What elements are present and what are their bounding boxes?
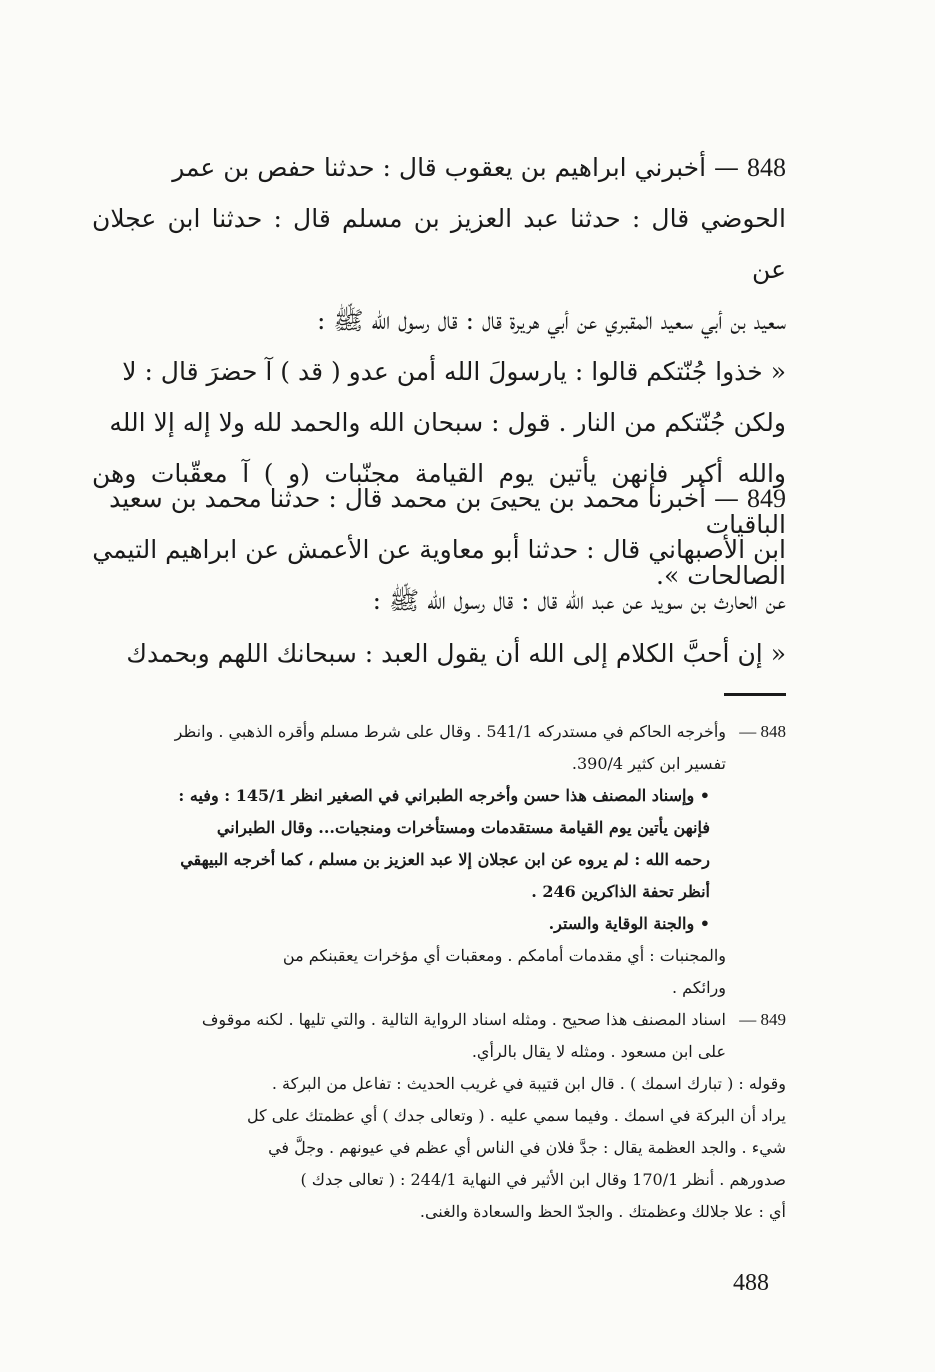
footnote-line: • وإسناد المصنف هذا حسن وأخرجه الطبراني في الصغير انظر 145/1 : وفيه : (178, 786, 710, 805)
hadith-dash: — (714, 484, 740, 513)
footnote-divider (724, 693, 786, 696)
footnote-label: 848 — (739, 722, 786, 741)
hadith-848-line-3: سعيد بن أبي سعيد المقبري عن أبي هريرة قال : قال رسول الله ﷺ : (317, 306, 786, 335)
page-number: 488 (733, 1270, 769, 1296)
footnote-line: يراد أن البركة في اسمك . وفيما سمي عليه . ( وتعالى جدك ) أي عظمتك على كل (246, 1106, 786, 1125)
hadith-848-line-4: « خذوا جُنّتكم قالوا : يارسولَ الله أمن عدو ( قد ) آ حضرَ قال : لا (122, 357, 786, 386)
footnote-line: وأخرجه الحاكم في مستدركه 541/1 . وقال على شرط مسلم وأقره الذهبي . وانظر (174, 722, 726, 741)
footnote-line: أي : علا جلالك وعظمتك . والجدّ الحظ والسعادة والغنى. (419, 1202, 786, 1221)
footnote-line: شيء . والجد العظمة يقال : جدَّ فلان في الناس أي عظم في عيونهم . وجلَّ في (268, 1138, 786, 1157)
footnote-line: رحمه الله : لم يروه عن ابن عجلان إلا عبد العزيز بن مسلم ، كما أخرجه البيهقي (180, 850, 710, 869)
hadith-848-line-6: والله أكبر فإنهن يأتين يوم القيامة مجنّبات (و ) آ معقّبات وهن الباقيات (92, 459, 786, 539)
footnote-line: على ابن مسعود . ومثله لا يقال بالرأي. (471, 1042, 726, 1061)
hadith-number: 849 (747, 484, 786, 513)
hadith-number: 848 (747, 153, 786, 182)
footnote-line: والمجنبات : أي مقدمات أمامكم . ومعقبات أي مؤخرات يعقبنكم من (282, 946, 726, 965)
hadith-848-line-1: 848 — أخبرني ابراهيم بن يعقوب قال : حدثنا حفص بن عمر (172, 153, 786, 182)
footnote-line: وقوله : ( تبارك اسمك ) . قال ابن قتيبة في غريب الحديث : تفاعل من البركة . (271, 1074, 786, 1093)
footnote-line: صدورهم . أنظر 170/1 وقال ابن الأثير في النهاية 244/1 : ( تعالى جدك ) (300, 1170, 786, 1189)
hadith-849-line-3: عن الحارث بن سويد عن عبد الله قال : قال رسول الله ﷺ : (372, 586, 786, 615)
hadith-849-line-1: 849 — أخبرنا محمد بن يحيىَ بن محمد قال : حدثنا محمد بن سعيد (109, 484, 786, 513)
footnote-line: تفسير ابن كثير 390/4. (571, 754, 726, 773)
footnote-line: ورائكم . (671, 978, 726, 997)
hadith-dash: — (714, 153, 740, 182)
footnote-848 (92, 716, 786, 1004)
footnote-label: 849 — (739, 1010, 786, 1029)
hadith-848-line-7: الصالحات ». (656, 561, 786, 590)
footnotes (92, 716, 786, 1228)
hadith-849 (92, 473, 786, 626)
footnote-line: أنظر تحفة الذاكرين 246 . (531, 882, 710, 901)
hadith-848-line-5: ولكن جُنّتكم من النار . قول : سبحان الله والحمد لله ولا إله إلا الله (109, 408, 786, 437)
footnote-line: فإنهن يأتين يوم القيامة مستقدمات ومستأخرات ومنجيات... وقال الطبراني (216, 818, 710, 837)
footnote-line: اسناد المصنف هذا صحيح . ومثله اسناد الرواية التالية . والتي تليها . لكنه موقوف (201, 1010, 726, 1029)
hadith-848-line-2: الحوضي قال : حدثنا عبد العزيز بن مسلم قال : حدثنا ابن عجلان عن (92, 204, 786, 284)
hadith-849-quote: « إن أحبَّ الكلام إلى الله أن يقول العبد : سبحانك اللهم وبحمدك (126, 639, 786, 668)
hadith-849-line-2: ابن الأصبهاني قال : حدثنا أبو معاوية عن الأعمش عن ابراهيم التيمي (92, 535, 786, 564)
footnote-849 (92, 1004, 786, 1068)
footnote-line: • والجنة الوقاية والستر. (548, 914, 710, 933)
